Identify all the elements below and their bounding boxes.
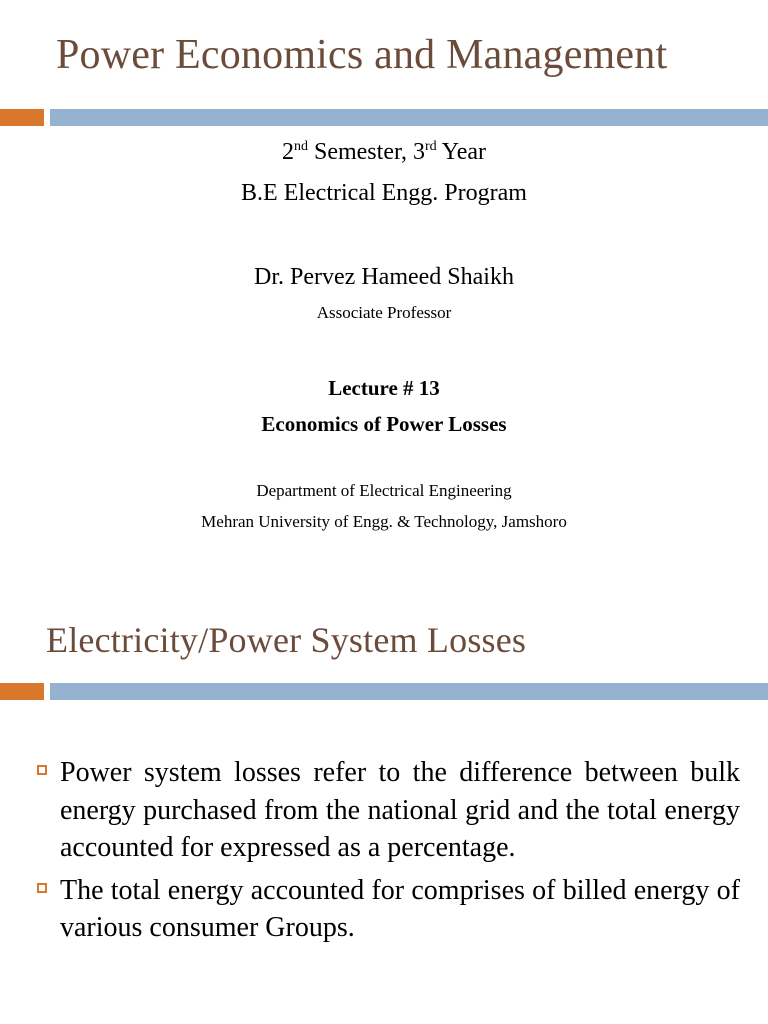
semester-sup-1: nd — [293, 139, 308, 154]
instructor-name: Dr. Pervez Hameed Shaikh — [254, 264, 514, 290]
instructor-title: Associate Professor — [316, 303, 452, 322]
divider-accent — [0, 683, 44, 700]
slide-title: Electricity/Power System Losses — [46, 620, 527, 660]
bullet-item — [34, 872, 740, 947]
program-line: B.E Electrical Engg. Program — [241, 180, 527, 206]
department: Department of Electrical Engineering — [256, 481, 512, 500]
university: Mehran University of Engg. & Technology, Jamshoro — [201, 512, 567, 531]
bullet-text: Power system losses refer to the difference between bulk energy purchased from the national grid and the total energy accounted for expressed as a percentage. — [60, 757, 740, 863]
title-divider-bar — [0, 109, 768, 126]
semester-ordinal-1: 2 — [281, 139, 294, 165]
semester-text-2: Year — [436, 139, 487, 165]
bullet-item — [34, 754, 740, 867]
divider-accent — [0, 109, 44, 126]
content-slide — [0, 586, 768, 1024]
square-bullet-icon — [37, 765, 47, 775]
slide-title: Power Economics and Management — [56, 32, 668, 78]
bullet-text: The total energy accounted for comprises of billed energy of various consumer Groups. — [60, 874, 740, 943]
lecture-topic: Economics of Power Losses — [261, 412, 507, 436]
semester-sup-2: rd — [425, 139, 437, 154]
bullet-list — [34, 754, 740, 952]
title-divider-bar — [0, 683, 768, 700]
divider-line — [50, 683, 768, 700]
divider-line — [50, 109, 768, 126]
lecture-number: Lecture # 13 — [328, 376, 440, 400]
semester-text-1: Semester, 3 — [307, 139, 425, 165]
semester-line — [0, 140, 768, 164]
square-bullet-icon — [37, 883, 47, 893]
